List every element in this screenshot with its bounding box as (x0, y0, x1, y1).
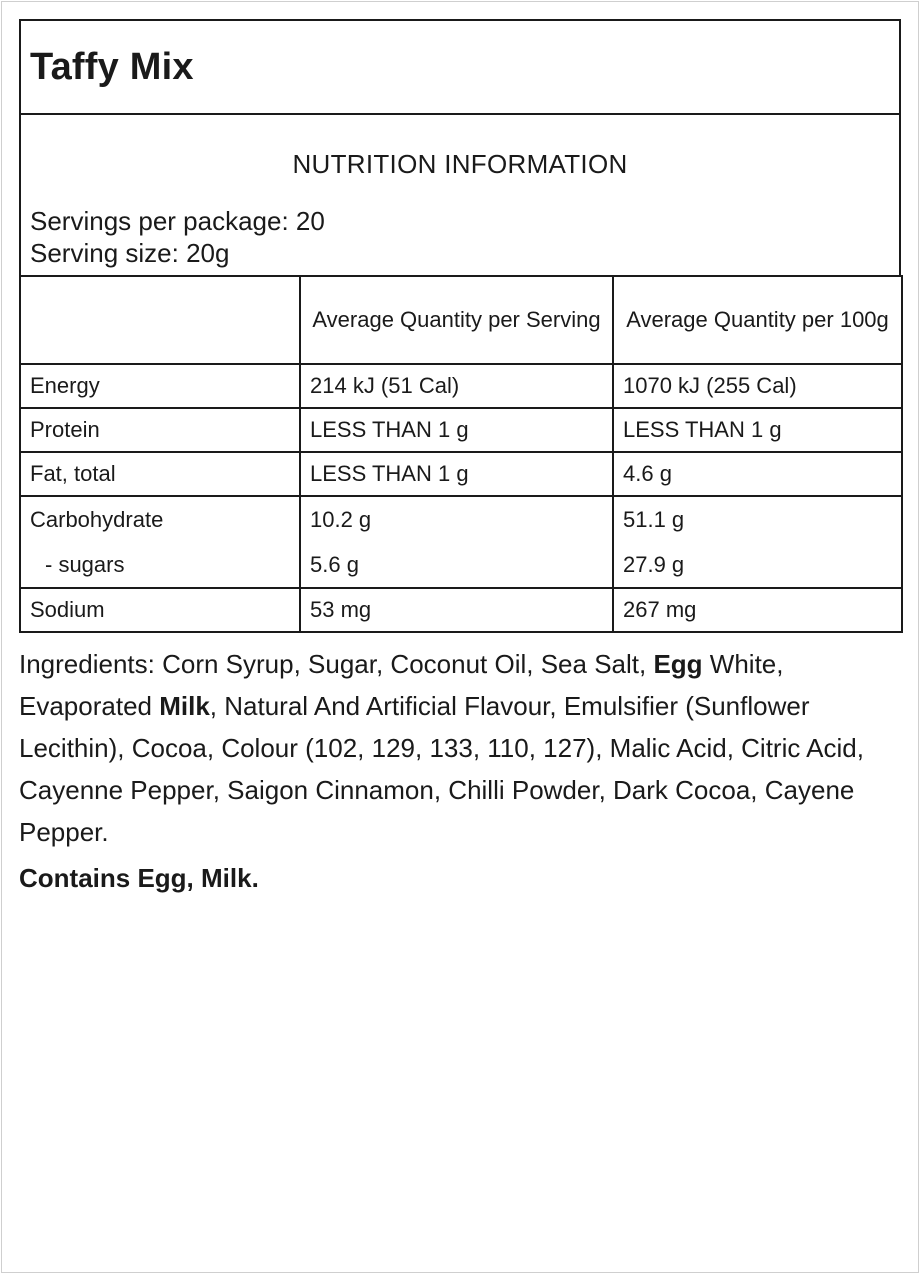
row-label: Carbohydrate (30, 507, 164, 532)
serving-info-box (19, 113, 901, 275)
value-per-100g: LESS THAN 1 g (613, 408, 902, 452)
servings-per-package: Servings per package: 20 (30, 206, 325, 236)
serving-size: Serving size: 20g (30, 238, 230, 268)
ingredients-text (19, 643, 901, 853)
ingredients-part-3: , Natural And Artificial Flavour, Emulsifier (Sunflower Lecithin), Cocoa, Colour (102, 129, 133, 110, 127), Malic Acid, Citric Acid, Cayenne Pepper, Saigon Cinnamon, Chilli Powder, Dark Cocoa, Cayene Pepper. (19, 691, 864, 847)
row-label: Sodium (20, 588, 300, 632)
table-row-sodium (20, 588, 902, 632)
value-per-serving: 214 kJ (51 Cal) (300, 364, 613, 408)
table-header-row (20, 276, 902, 364)
table-row-fat (20, 452, 902, 496)
row-label-group (20, 496, 300, 588)
allergen-milk: Milk (159, 691, 210, 721)
value-per-serving-group (300, 496, 613, 588)
value-per-100g: 267 mg (613, 588, 902, 632)
nutrition-panel (19, 19, 901, 899)
table-row-carbohydrate (20, 496, 902, 588)
value-per-100g: 1070 kJ (255 Cal) (613, 364, 902, 408)
nutrition-heading: NUTRITION INFORMATION (292, 149, 628, 179)
label-page (1, 1, 919, 1273)
value-per-100g-group (613, 496, 902, 588)
table-row-energy (20, 364, 902, 408)
header-per-100g: Average Quantity per 100g (613, 276, 902, 364)
sub-row-label: - sugars (45, 552, 125, 577)
row-label: Fat, total (20, 452, 300, 496)
value-per-serving: LESS THAN 1 g (300, 408, 613, 452)
product-title-box (19, 19, 901, 113)
header-per-serving: Average Quantity per Serving (300, 276, 613, 364)
nutrition-table (19, 275, 903, 633)
allergen-statement: Contains Egg, Milk. (19, 863, 259, 893)
row-label: Energy (20, 364, 300, 408)
value-per-serving: 53 mg (300, 588, 613, 632)
value-per-100g: 51.1 g (623, 507, 685, 532)
ingredients-part-2: White, Evaporated (19, 649, 784, 721)
value-per-100g: 4.6 g (613, 452, 902, 496)
product-title: Taffy Mix (30, 45, 194, 88)
value-per-serving: 10.2 g (310, 507, 372, 532)
value-per-serving: LESS THAN 1 g (300, 452, 613, 496)
sub-value-per-serving: 5.6 g (310, 552, 359, 577)
header-blank (20, 276, 300, 364)
allergen-egg: Egg (653, 649, 703, 679)
table-row-protein (20, 408, 902, 452)
sub-value-per-100g: 27.9 g (623, 552, 685, 577)
ingredients-part-1: Ingredients: Corn Syrup, Sugar, Coconut Oil, Sea Salt, (19, 649, 654, 679)
row-label: Protein (20, 408, 300, 452)
